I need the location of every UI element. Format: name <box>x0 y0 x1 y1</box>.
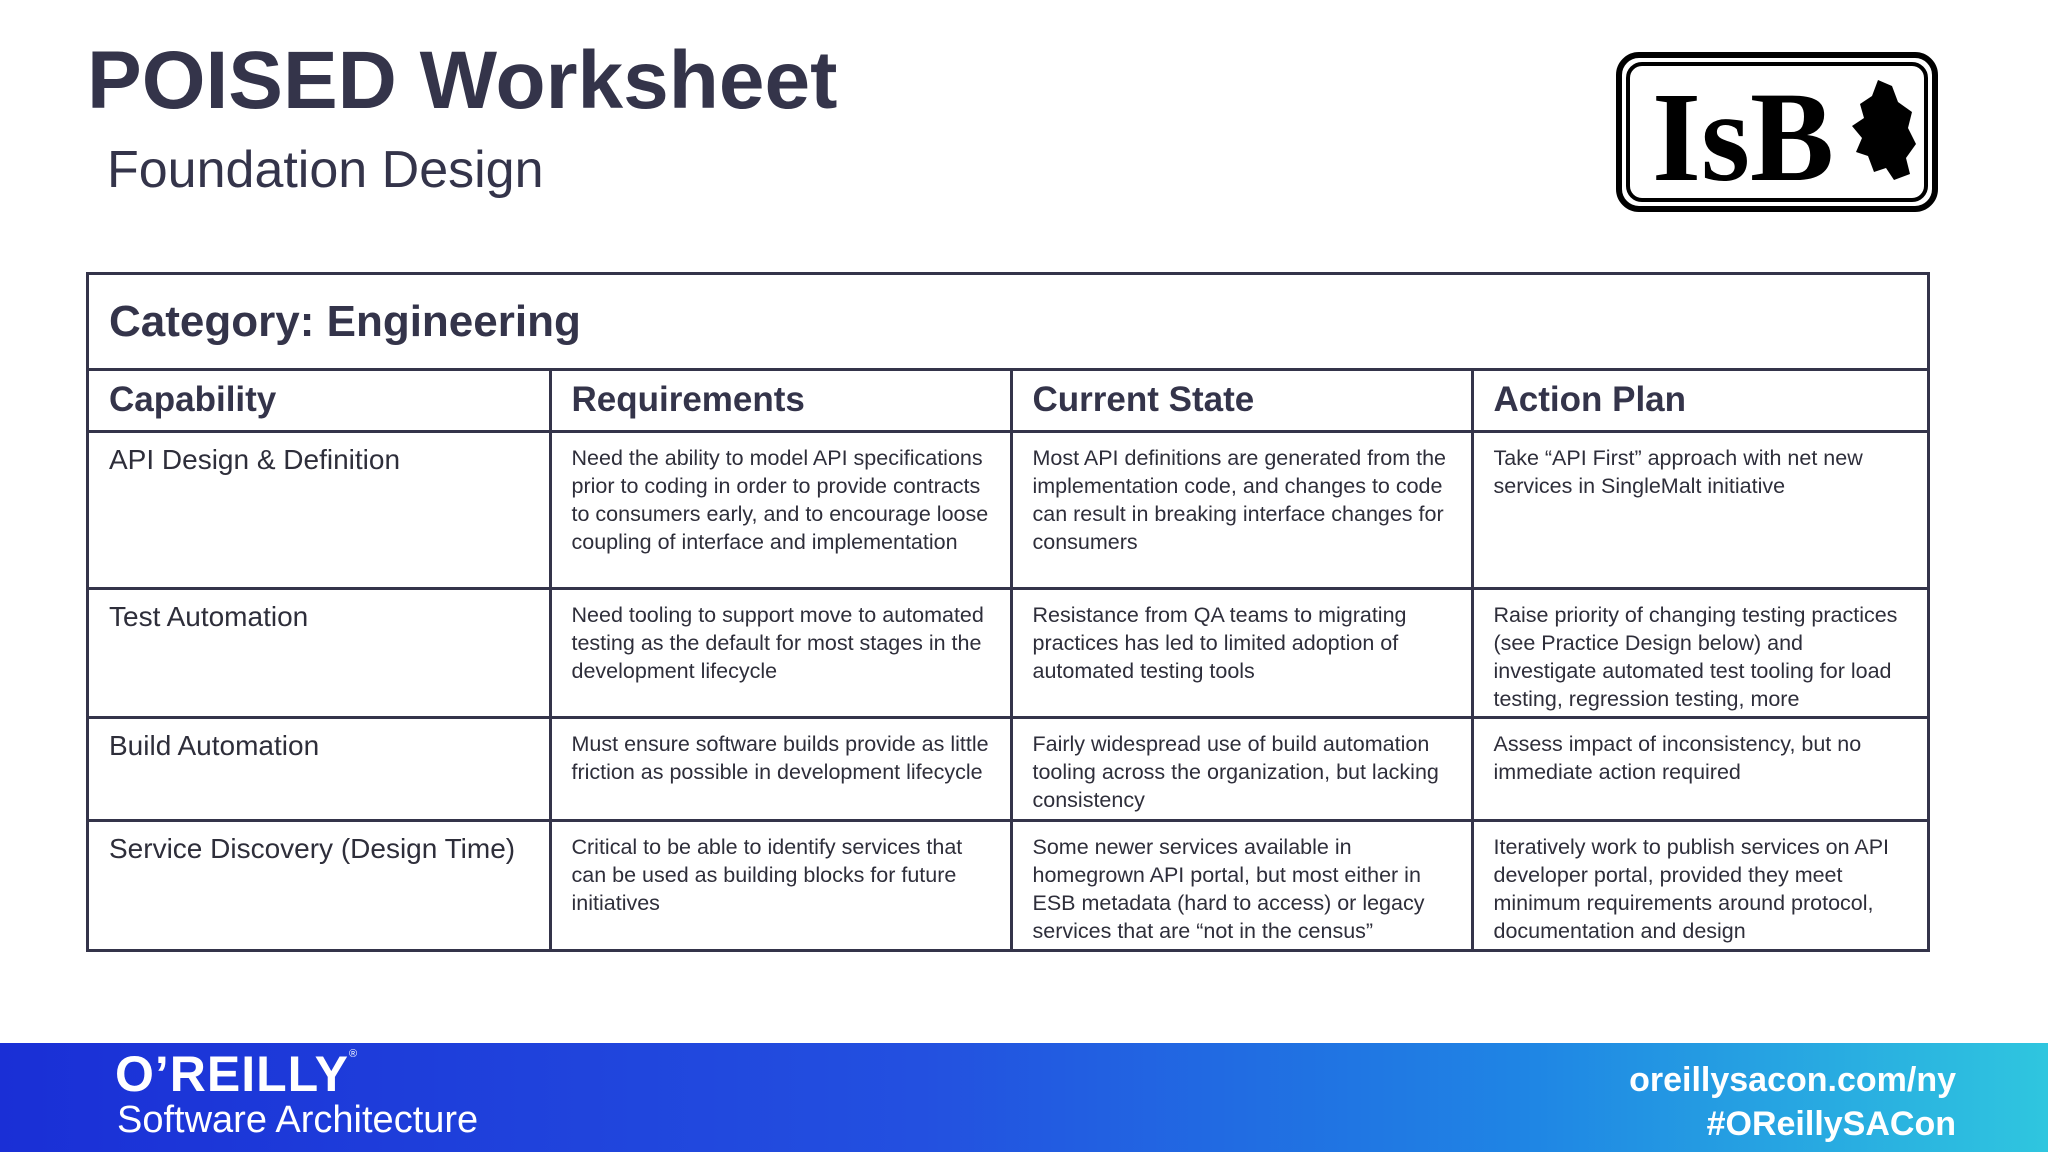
table-row <box>89 820 1927 949</box>
requirements-cell: Critical to be able to identify services that can be used as building blocks for future initiatives <box>550 820 1011 949</box>
action-plan-cell: Assess impact of inconsistency, but no immediate action required <box>1472 717 1927 820</box>
category-header <box>89 275 1927 371</box>
capability-cell: Build Automation <box>89 717 550 820</box>
requirements-cell: Must ensure software builds provide as little friction as possible in development lifecycle <box>550 717 1011 820</box>
column-header-current-state: Current State <box>1011 371 1472 431</box>
conference-url: oreillysacon.com/ny <box>1629 1061 1956 1099</box>
conference-name: Software Architecture <box>117 1099 479 1141</box>
action-plan-cell: Raise priority of changing testing practices (see Practice Design below) and investigate automated test tooling for load testing, regression testing, more <box>1472 588 1927 717</box>
table-row <box>89 431 1927 588</box>
current-state-cell: Most API definitions are generated from the implementation code, and changes to code can result in breaking interface changes for consumers <box>1011 431 1472 588</box>
table-row <box>89 588 1927 717</box>
column-header-requirements: Requirements <box>550 371 1011 431</box>
column-header-capability: Capability <box>89 371 550 431</box>
requirements-cell: Need tooling to support move to automated testing as the default for most stages in the development lifecycle <box>550 588 1011 717</box>
action-plan-cell: Take “API First” approach with net new services in SingleMalt initiative <box>1472 431 1927 588</box>
registered-mark: ® <box>348 1048 359 1060</box>
current-state-cell: Resistance from QA teams to migrating practices has led to limited adoption of automated testing tools <box>1011 588 1472 717</box>
footer-banner <box>0 1043 2048 1152</box>
table-header-row <box>89 371 1927 431</box>
logo-text: IsB <box>1652 66 1834 208</box>
current-state-cell: Fairly widespread use of build automation tooling across the organization, but lacking consistency <box>1011 717 1472 820</box>
table-row <box>89 717 1927 820</box>
conference-hashtag: #OReillySACon <box>1706 1105 1956 1143</box>
oreilly-wordmark: O’REILLY <box>115 1046 349 1102</box>
oreilly-logo <box>115 1046 359 1102</box>
action-plan-cell: Iteratively work to publish services on API developer portal, provided they meet minimum requirements around protocol, documentation and design <box>1493 834 1890 943</box>
isb-logo <box>1616 52 1938 212</box>
capability-table <box>89 371 1927 949</box>
current-state-cell: Some newer services available in homegrown API portal, but most either in ESB metadata (hard to access) or legacy services that are “not in the census” <box>1011 820 1472 949</box>
capability-cell: Service Discovery (Design Time) <box>89 820 550 949</box>
capability-cell: Test Automation <box>89 588 550 717</box>
capability-cell: API Design & Definition <box>89 431 550 588</box>
category-title: Category: Engineering <box>109 296 581 346</box>
column-header-action-plan: Action Plan <box>1472 371 1927 431</box>
page-subtitle: Foundation Design <box>107 141 544 199</box>
isb-logo-icon <box>1616 52 1938 212</box>
requirements-cell: Need the ability to model API specifications prior to coding in order to provide contracts to consumers early, and to encourage loose coupling of interface and implementation <box>550 431 1011 588</box>
worksheet-table <box>86 272 1930 952</box>
page-title: POISED Worksheet <box>87 35 838 126</box>
